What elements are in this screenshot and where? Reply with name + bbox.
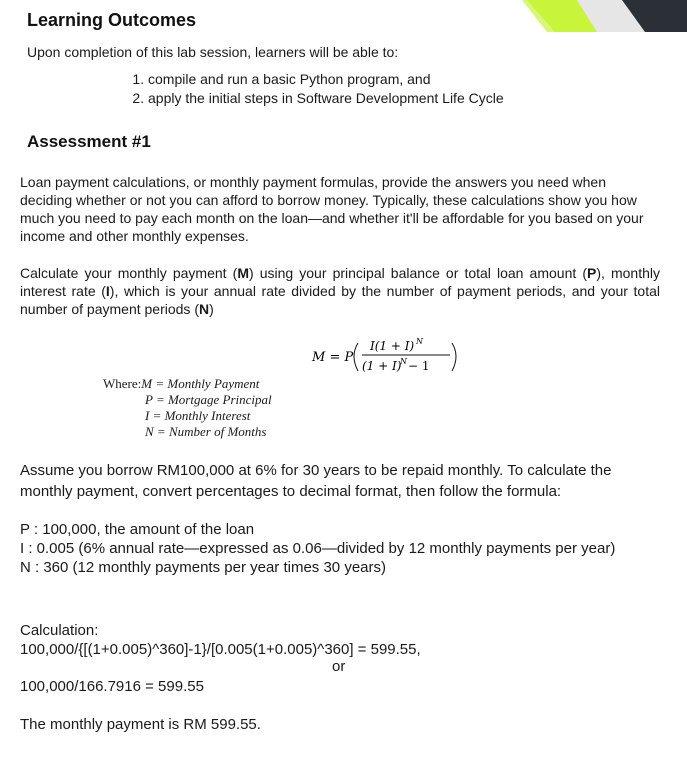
calculate-paragraph: Calculate your monthly payment (M) using your principal balance or total loan amount (P), monthly interest rate (I), which is your annual rate divided by the number of payment periods, and your total number of payment periods (N) <box>20 265 660 317</box>
formula-denominator-exponent: N <box>400 357 407 366</box>
formula-lhs: M = P <box>312 350 354 365</box>
intro-text: Upon completion of this lab session, learners will be able to: <box>27 44 399 60</box>
formula-denominator: (1 + I) <box>362 359 402 373</box>
conclusion-text: The monthly payment is RM 599.55. <box>20 716 261 733</box>
legend-line: M = Monthly Payment <box>141 376 260 391</box>
payment-formula <box>310 335 470 377</box>
calculation-block <box>20 621 660 659</box>
legend-line: I = Monthly Interest <box>145 408 251 423</box>
formula-denominator-tail: − 1 <box>408 359 430 373</box>
calculation-label: Calculation: <box>20 622 99 639</box>
variable-i: I : 0.005 (6% annual rate—expressed as 0.06—divided by 12 monthly payments per year) <box>20 540 616 557</box>
list-item: 1. compile and run a basic Python program, and <box>148 70 504 89</box>
formula-numerator: I(1 + I) <box>370 339 415 353</box>
corner-banner-graphic <box>427 0 687 32</box>
variables-list <box>20 520 662 577</box>
formula-legend <box>103 376 272 440</box>
alternate-calculation: 100,000/166.7916 = 599.55 <box>20 678 204 695</box>
variable-n: N : 360 (12 monthly payments per year times 30 years) <box>20 559 386 576</box>
loan-intro-paragraph: Loan payment calculations, or monthly payment formulas, provide the answers you need when deciding whether or not you can afford to borrow money. Typically, these calculations show you how much you need to pay each month on the loan—and whether it'll be affordable for you based on your income and other monthly expenses. <box>20 174 644 244</box>
calculation-result: = 599.55, <box>353 641 421 658</box>
legend-line: P = Mortgage Principal <box>145 392 272 407</box>
assumption-paragraph: Assume you borrow RM100,000 at 6% for 30 years to be repaid monthly. To calculate the monthly payment, convert percentages to decimal format, then follow the formula: <box>20 462 612 500</box>
variable-p: P : 100,000, the amount of the loan <box>20 521 255 538</box>
learning-outcomes-title: Learning Outcomes <box>27 10 197 30</box>
assessment-heading: Assessment #1 <box>27 132 151 151</box>
calculation-expression: 100,000/{[(1+0.005)^360]-1}/[0.005(1+0.005)^360] <box>20 641 354 658</box>
legend-line: N = Number of Months <box>145 424 267 439</box>
list-item: 2. apply the initial steps in Software Development Life Cycle <box>148 89 504 108</box>
formula-numerator-exponent: N <box>416 337 423 346</box>
where-prefix: Where: <box>103 376 142 391</box>
outcomes-list <box>118 70 504 108</box>
or-text: or <box>332 658 346 675</box>
